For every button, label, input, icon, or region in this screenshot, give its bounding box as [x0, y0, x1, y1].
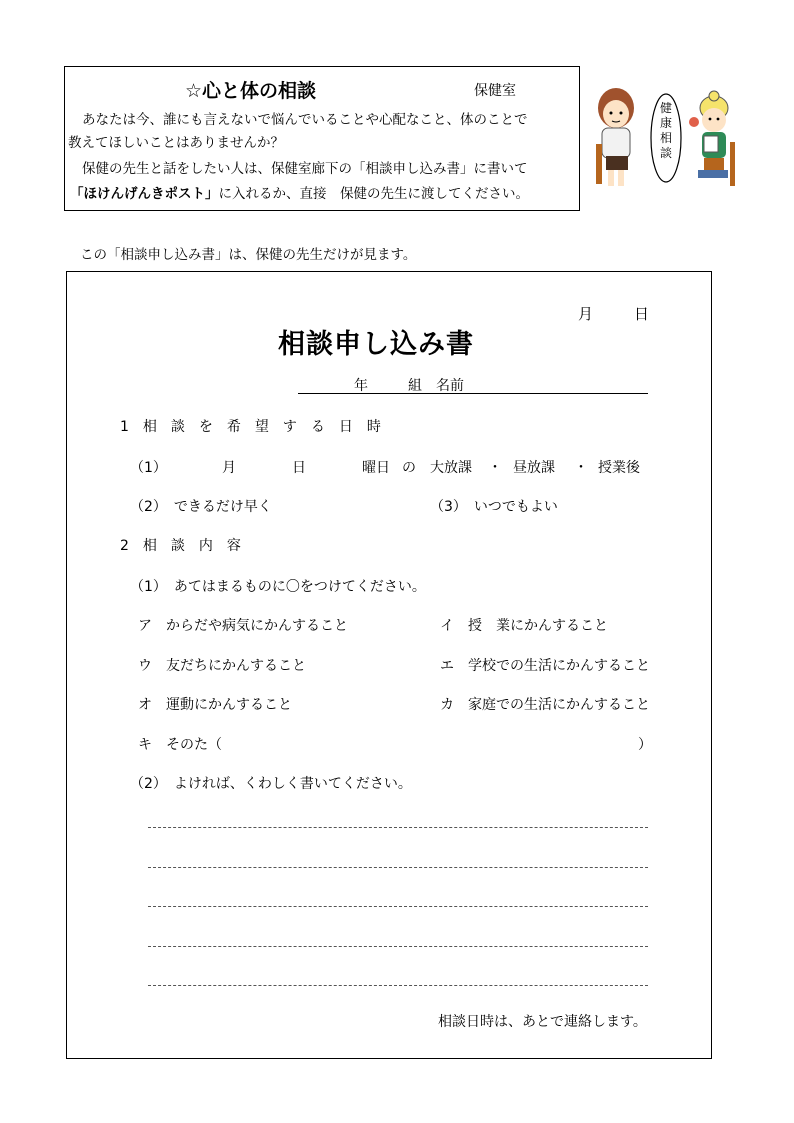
intro-line-4-rest: に入れるか、直接 保健の先生に渡してください。 [218, 186, 529, 202]
datetime-month[interactable]: 月 [222, 460, 236, 476]
intro-department: 保健室 [474, 83, 516, 99]
detail-line-5[interactable] [148, 985, 648, 986]
option-home-life[interactable]: カ 家庭での生活にかんすること [440, 697, 650, 713]
section1-heading: 1 相 談 を 希 望 す る 日 時 [120, 419, 381, 435]
option-body-illness[interactable]: ア からだや病気にかんすること [138, 618, 348, 634]
option-other-close: ） [638, 737, 652, 753]
art-label-char: 相 [659, 131, 673, 145]
footer-note: 相談日時は、あとで連絡します。 [438, 1014, 647, 1030]
datetime-day[interactable]: 日 [292, 460, 306, 476]
art-label-char: 健 [659, 101, 673, 115]
grade-label: 年 [354, 378, 368, 394]
option-friends[interactable]: ウ 友だちにかんすること [138, 658, 306, 674]
intro-line-4 [70, 182, 529, 202]
post-name: 「ほけんげんきポスト」 [70, 186, 219, 202]
option-asap[interactable]: （2） できるだけ早く [130, 499, 272, 515]
section2-heading: 2 相 談 内 容 [120, 538, 241, 554]
detail-line-1[interactable] [148, 827, 648, 828]
datetime-no: の [402, 460, 416, 476]
option-anytime[interactable]: （3） いつでもよい [430, 499, 558, 515]
datetime-weekday[interactable]: 曜日 [362, 460, 390, 476]
option-other[interactable]: キ そのた（ [138, 737, 222, 753]
class-label: 組 [408, 378, 422, 394]
option-class[interactable]: イ 授 業にかんすること [440, 618, 608, 634]
datetime-item-1-number: （1） [130, 460, 167, 476]
boy-icon [689, 91, 735, 186]
art-label-char: 談 [659, 146, 673, 160]
detail-line-4[interactable] [148, 946, 648, 947]
name-underline[interactable] [298, 393, 648, 394]
separator-1: ・ [488, 460, 502, 476]
form-title: 相談申し込み書 [278, 329, 474, 360]
health-consultation-illustration [586, 82, 746, 194]
option-lunch-break[interactable]: 昼放課 [513, 460, 555, 476]
speech-bubble [651, 94, 681, 182]
art-label-char: 康 [659, 116, 673, 130]
intro-line-2: 教えてほしいことはありませんか？ [68, 135, 284, 151]
option-long-break[interactable]: 大放課 [430, 460, 472, 476]
name-label: 名前 [436, 378, 464, 394]
intro-line-3: 保健の先生と話をしたい人は、保健室廊下の「相談申し込み書」に書いて [82, 161, 528, 177]
date-day-label: 日 [634, 305, 650, 323]
option-school-life[interactable]: エ 学校での生活にかんすること [440, 658, 650, 674]
section2-instruction: （1） あてはまるものに〇をつけてください。 [130, 579, 426, 595]
detail-line-3[interactable] [148, 906, 648, 907]
option-exercise[interactable]: オ 運動にかんすること [138, 697, 292, 713]
detail-line-2[interactable] [148, 867, 648, 868]
girl-icon [596, 88, 634, 186]
privacy-note: この「相談申し込み書」は、保健の先生だけが見ます。 [80, 247, 417, 263]
detail-instruction: （2） よければ、くわしく書いてください。 [130, 776, 412, 792]
separator-2: ・ [574, 460, 588, 476]
intro-line-1: あなたは今、誰にも言えないで悩んでいることや心配なこと、体のことで [82, 112, 528, 128]
intro-title: ☆心と体の相談 [185, 80, 317, 102]
date-month-label: 月 [578, 305, 594, 323]
option-after-class[interactable]: 授業後 [598, 460, 640, 476]
